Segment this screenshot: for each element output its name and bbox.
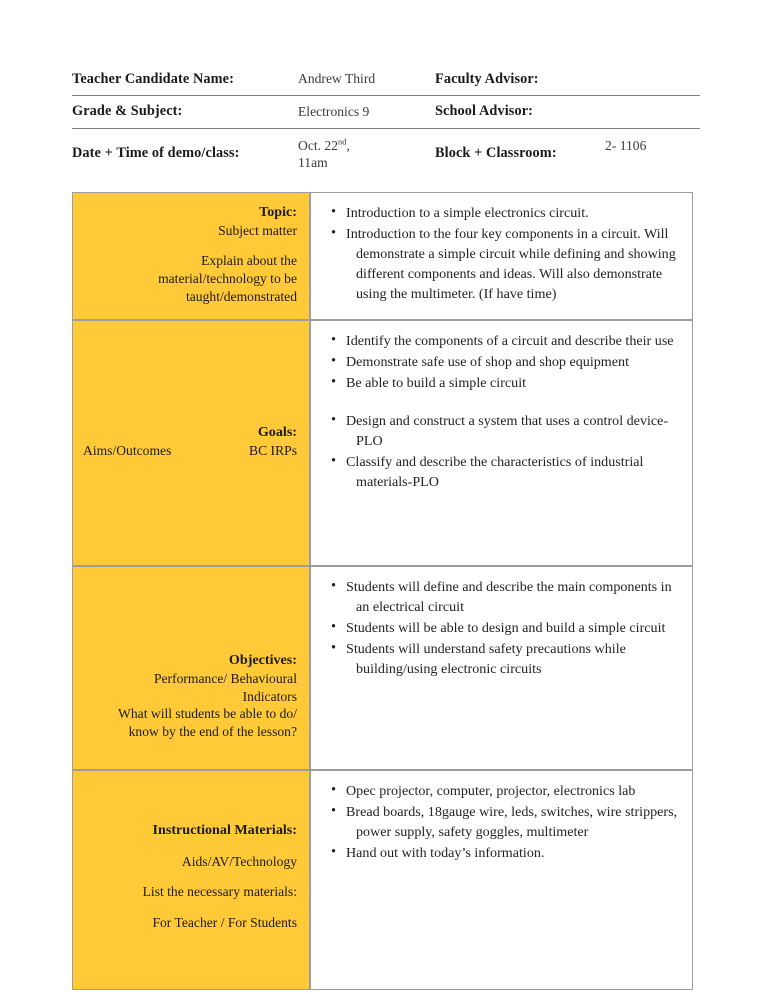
objectives-label-cell (72, 566, 310, 770)
materials-label-cell (72, 770, 310, 990)
materials-desc-line-3: For Teacher / For Students (152, 915, 297, 931)
meta-label-teacher-name: Teacher Candidate Name: (72, 64, 296, 96)
objectives-label-inner (83, 577, 297, 741)
objectives-desc-line-2: Indicators (242, 688, 297, 704)
objectives-desc-line-3: What will students be able to do/ (118, 706, 297, 722)
topic-label-cell (72, 192, 310, 320)
date-comma: , (346, 137, 350, 153)
list-item (331, 452, 678, 492)
date-ordinal-suffix: nd (338, 136, 347, 147)
meta-label-faculty-advisor: Faculty Advisor: (423, 64, 595, 96)
list-item (331, 331, 678, 351)
goals-bullet-3: • Be able to build a simple circuit (346, 375, 527, 391)
list-item (331, 411, 678, 451)
meta-row-grade-subject (72, 96, 700, 128)
plan-row-instructional-materials (72, 770, 693, 990)
meta-value-block-classroom: 2- 1106 (605, 137, 647, 153)
list-item (331, 781, 678, 801)
list-item (331, 373, 678, 393)
objectives-title: Objectives: (228, 652, 297, 668)
materials-bullet-2: • Bread boards, 18gauge wire, leds, switches, wire strippers, power supply, safety goggles, multimeter (346, 804, 678, 840)
meta-value-grade-subject: Electronics 9 (296, 96, 423, 128)
materials-bullet-list (331, 781, 678, 863)
list-item (331, 802, 678, 842)
goals-bullet-list (331, 331, 678, 492)
objectives-content-cell (310, 566, 693, 770)
list-item (331, 224, 678, 304)
plan-row-topic (72, 192, 693, 320)
objectives-bullet-3: • Students will understand safety precautions while building/using electronic circuits (346, 641, 626, 677)
spacer (83, 240, 297, 253)
lesson-plan-table (72, 192, 693, 990)
topic-bullet-2: • Introduction to the four key components in a circuit. Will demonstrate a simple circuit while defining and showing different components and ideas. Will also demonstrate using the multimeter. (If have time) (346, 226, 676, 302)
goals-split-line (83, 442, 297, 460)
meta-label-grade-subject: Grade & Subject: (72, 96, 296, 128)
goals-aims-outcomes: Aims/Outcomes (83, 442, 172, 458)
materials-desc-line-1: Aids/AV/Technology (181, 853, 297, 869)
list-item (331, 577, 678, 617)
objectives-desc-line-4: know by the end of the lesson? (128, 724, 297, 740)
meta-label-block-classroom: Block + Classroom: (435, 145, 557, 162)
goals-bc-irps: BC IRPs (249, 442, 297, 458)
meta-label-date-time: Date + Time of demo/class: (72, 145, 240, 162)
materials-label-inner (83, 781, 297, 932)
goals-plo-bullet-1: • Design and construct a system that uses a control device-PLO (346, 412, 669, 449)
topic-content-cell (310, 192, 693, 320)
materials-bullet-3: • Hand out with today’s information. (346, 845, 545, 861)
goals-title: Goals: (257, 424, 297, 440)
list-item (331, 639, 678, 679)
topic-desc-line-2: material/technology to be (158, 271, 297, 287)
topic-subtitle: Subject matter (218, 222, 297, 238)
objectives-bullet-list (331, 577, 678, 679)
meta-row-teacher (72, 64, 700, 96)
materials-content-cell (310, 770, 693, 990)
plan-row-objectives (72, 566, 693, 770)
goals-plo-bullet-2: • Classify and describe the characteristics of industrial materials-PLO (346, 453, 644, 490)
meta-row-date-time (72, 128, 700, 178)
goals-content-cell (310, 320, 693, 566)
spacer (83, 901, 297, 914)
plan-row-goals (72, 320, 693, 566)
topic-bullet-1: • Introduction to a simple electronics circuit. (346, 205, 589, 221)
goals-label-inner (83, 331, 297, 460)
header-meta-table (72, 64, 700, 178)
goals-label-cell (72, 320, 310, 566)
materials-title: Instructional Materials: (152, 822, 297, 838)
list-item (331, 203, 678, 223)
objectives-bullet-2: • Students will be able to design and build a simple circuit (346, 620, 666, 636)
objectives-bullet-1: • Students will define and describe the main components in an electrical circuit (346, 579, 672, 615)
meta-value-faculty-advisor (595, 64, 700, 96)
topic-bullet-list (331, 203, 678, 304)
list-item (331, 352, 678, 372)
goals-bullet-1: • Identify the components of a circuit and describe their use (346, 333, 674, 349)
time-text: 11am (298, 154, 328, 170)
meta-value-school-advisor (595, 96, 700, 128)
materials-bullet-1: • Opec projector, computer, projector, electronics lab (346, 783, 636, 799)
spacer (83, 840, 297, 853)
spacer (83, 870, 297, 883)
topic-desc-line-1: Explain about the (201, 253, 297, 269)
materials-desc-line-2: List the necessary materials: (142, 884, 297, 900)
meta-value-teacher-name: Andrew Third (296, 64, 423, 96)
meta-value-date-time (296, 128, 423, 178)
meta-label-school-advisor: School Advisor: (423, 96, 595, 128)
topic-title: Topic: (259, 204, 297, 220)
list-item (331, 843, 678, 863)
list-item (331, 618, 678, 638)
goals-bullet-2: • Demonstrate safe use of shop and shop equipment (346, 354, 629, 370)
objectives-desc-line-1: Performance/ Behavioural (153, 670, 297, 686)
topic-desc-line-3: taught/demonstrated (186, 289, 297, 305)
date-text: Oct. 22 (298, 137, 339, 153)
